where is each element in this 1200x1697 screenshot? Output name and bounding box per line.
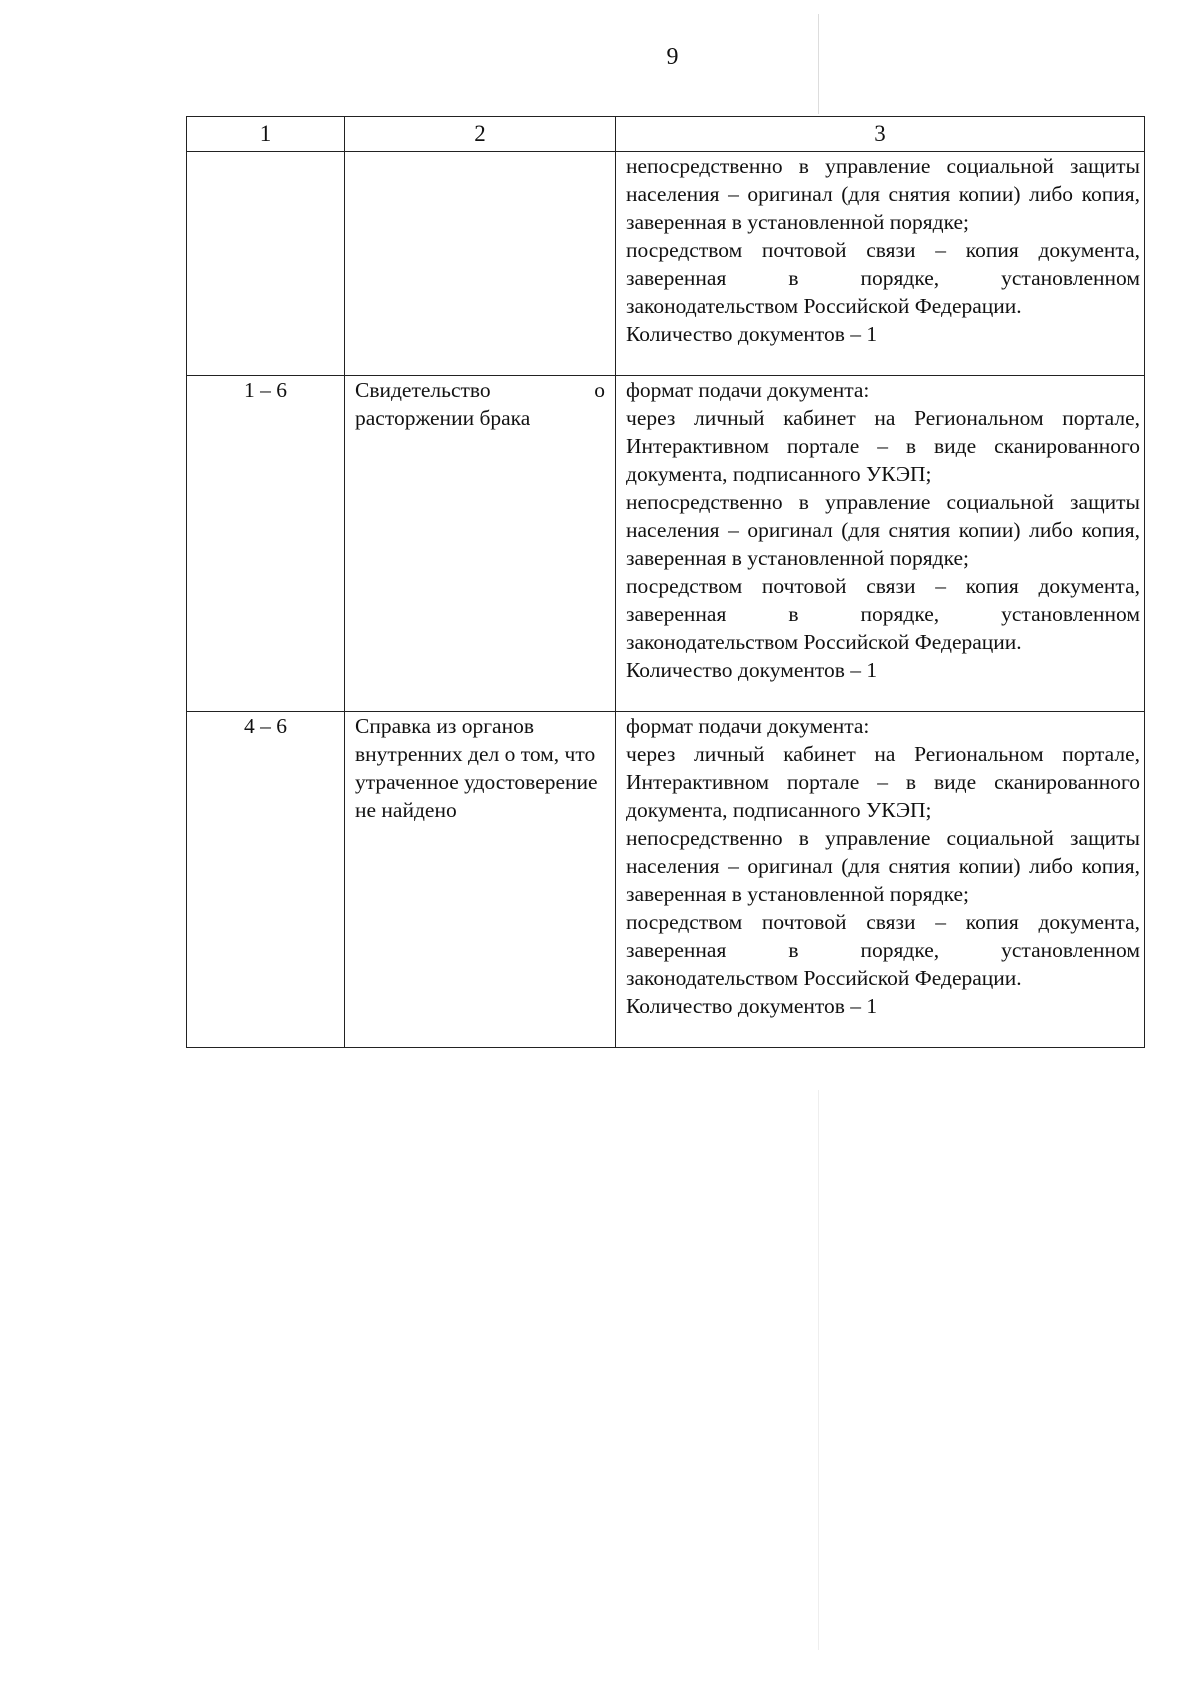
documents-count: Количество документов – 1 — [626, 994, 878, 1018]
submission-format-cell — [616, 376, 1145, 712]
submission-option-in-person: непосредственно в управление социальной защиты населения – оригинал (для снятия копии) либо копия, заверенная в установленной порядке; — [626, 154, 1140, 234]
scan-artifact-line — [818, 14, 819, 114]
row-number-cell: 1 – 6 — [187, 376, 345, 712]
row-number-cell — [187, 152, 345, 376]
submission-format-cell — [616, 712, 1145, 1048]
submission-format-heading: формат подачи документа: — [626, 714, 870, 738]
submission-format-heading: формат подачи документа: — [626, 378, 870, 402]
page-number: 9 — [666, 44, 679, 70]
document-name-cell: Свидетельство о расторжении брака — [345, 376, 616, 712]
submission-option-post: посредством почтовой связи – копия документа, заверенная в порядке, установленном законодательством Российской Федерации. — [626, 574, 1140, 654]
document-name-cell: Справка из органов внутренних дел о том, что утраченное удостоверение не найдено — [345, 712, 616, 1048]
column-header-2: 2 — [345, 117, 616, 152]
submission-option-in-person: непосредственно в управление социальной защиты населения – оригинал (для снятия копии) либо копия, заверенная в установленной порядке; — [626, 490, 1140, 570]
submission-option-post: посредством почтовой связи – копия документа, заверенная в порядке, установленном законодательством Российской Федерации. — [626, 238, 1140, 318]
row-number-cell: 4 – 6 — [187, 712, 345, 1048]
table-row — [187, 712, 1145, 1048]
column-header-3: 3 — [616, 117, 1145, 152]
table-row — [187, 376, 1145, 712]
documents-count: Количество документов – 1 — [626, 322, 878, 346]
documents-count: Количество документов – 1 — [626, 658, 878, 682]
submission-option-online: через личный кабинет на Региональном портале, Интерактивном портале – в виде сканированного документа, подписанного УКЭП; — [626, 742, 1140, 822]
submission-option-online: через личный кабинет на Региональном портале, Интерактивном портале – в виде сканированного документа, подписанного УКЭП; — [626, 406, 1140, 486]
submission-option-post: посредством почтовой связи – копия документа, заверенная в порядке, установленном законодательством Российской Федерации. — [626, 910, 1140, 990]
submission-option-in-person: непосредственно в управление социальной защиты населения – оригинал (для снятия копии) либо копия, заверенная в установленной порядке; — [626, 826, 1140, 906]
document-name-cell — [345, 152, 616, 376]
submission-format-cell — [616, 152, 1145, 376]
column-header-1: 1 — [187, 117, 345, 152]
documents-table — [186, 116, 1145, 1048]
table-row — [187, 152, 1145, 376]
table-header-row — [187, 117, 1145, 152]
scan-artifact-line — [818, 1090, 819, 1650]
